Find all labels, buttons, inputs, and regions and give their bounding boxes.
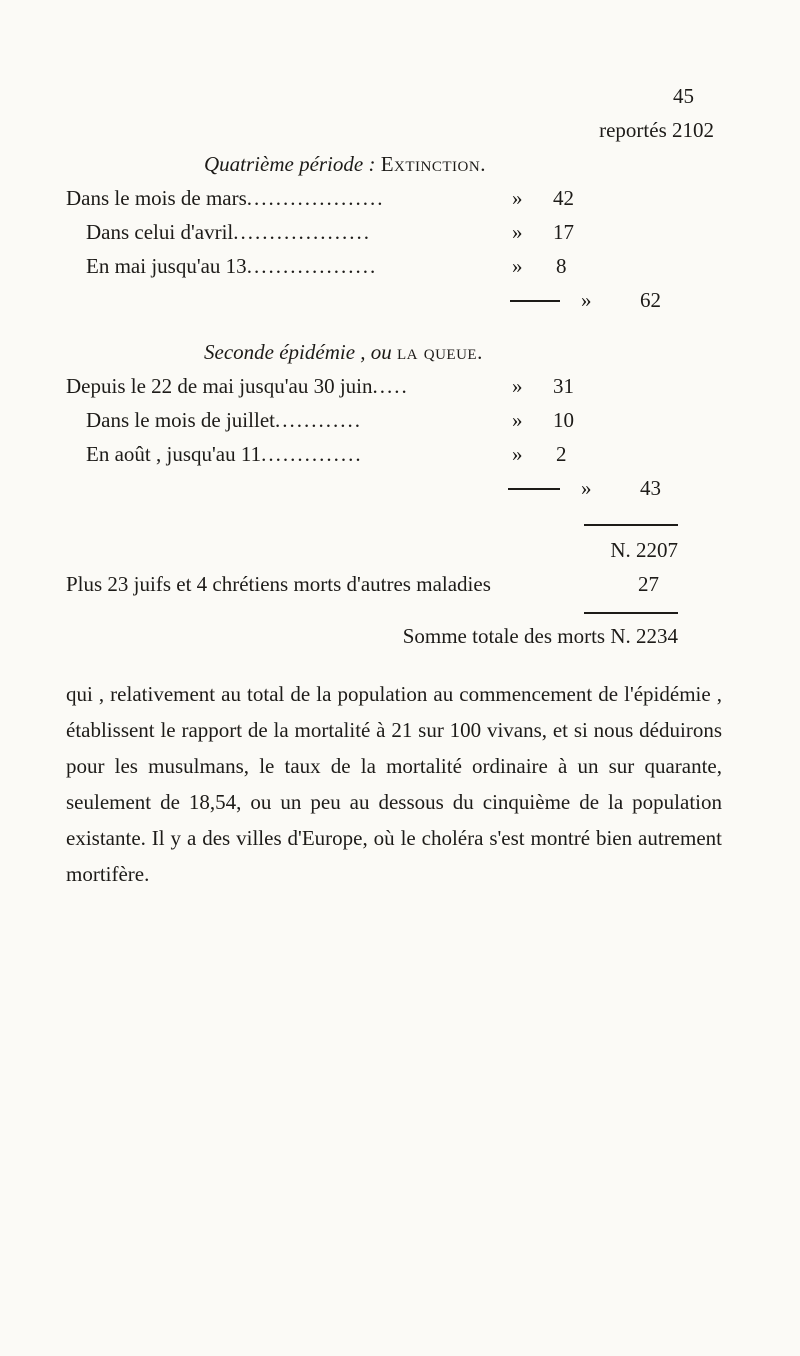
epidemic2-row-label: En août , jusqu'au 11.............. bbox=[86, 442, 363, 466]
period4-row-value: 17 bbox=[553, 220, 574, 244]
epidemic2-row-value: 10 bbox=[553, 408, 574, 432]
total-n: N. 2207 bbox=[610, 538, 678, 562]
epidemic2-subtotal-mark: » bbox=[581, 476, 592, 500]
period4-row-mark: » bbox=[512, 254, 523, 278]
epidemic2-subtotal: 43 bbox=[640, 476, 661, 500]
epidemic2-row-value: 31 bbox=[553, 374, 574, 398]
epidemic2-row-value: 2 bbox=[556, 442, 567, 466]
epidemic2-heading-title: la queue. bbox=[397, 340, 483, 364]
body-paragraph: qui , relativement au total de la population au commencement de l'épidémie , établissent le rapport de la mortalité à 21 sur 100 vivans, et si nous déduirons pour les musulmans, le taux de la mortalité ordinaire à un sur quarante, seulement de 18,54, ou un peu au dessous du cinquième de la population existante. Il y a des villes d'Europe, où le choléra s'est montré bien autrement mortifère. bbox=[66, 682, 722, 886]
period4-row-value: 8 bbox=[556, 254, 567, 278]
page-number: 45 bbox=[673, 84, 694, 108]
period4-heading bbox=[204, 152, 486, 177]
carried-label: reportés bbox=[599, 118, 667, 142]
period4-heading-title: Extinction. bbox=[380, 152, 486, 176]
carried-value: 2102 bbox=[672, 118, 714, 142]
period4-row-mark: » bbox=[512, 186, 523, 210]
epidemic2-row-mark: » bbox=[512, 408, 523, 432]
carried-forward bbox=[599, 118, 714, 143]
epidemic2-row-mark: » bbox=[512, 374, 523, 398]
other-deaths-label: Plus 23 juifs et 4 chrétiens morts d'autres maladies bbox=[66, 572, 491, 596]
epidemic2-heading-italic: Seconde épidémie , ou bbox=[204, 340, 392, 364]
epidemic2-row-mark: » bbox=[512, 442, 523, 466]
grand-total: Somme totale des morts N. 2234 bbox=[402, 624, 678, 648]
grand-total-rule bbox=[584, 612, 678, 614]
period4-subtotal: 62 bbox=[640, 288, 661, 312]
period4-row-value: 42 bbox=[553, 186, 574, 210]
period4-row-label: Dans le mois de mars................... bbox=[66, 186, 385, 210]
period4-heading-italic: Quatrième période : bbox=[204, 152, 376, 176]
period4-subtotal-mark: » bbox=[581, 288, 592, 312]
epidemic2-row-label: Depuis le 22 de mai jusqu'au 30 juin..... bbox=[66, 374, 409, 398]
other-deaths-value: 27 bbox=[638, 572, 659, 596]
subtotal-rule bbox=[508, 488, 560, 490]
period4-row-label: Dans celui d'avril................... bbox=[86, 220, 371, 244]
epidemic2-heading bbox=[204, 340, 483, 365]
epidemic2-row-label: Dans le mois de juillet............ bbox=[86, 408, 362, 432]
period4-row-mark: » bbox=[512, 220, 523, 244]
period4-row-label: En mai jusqu'au 13.................. bbox=[86, 254, 378, 278]
subtotal-rule bbox=[510, 300, 560, 302]
total-rule bbox=[584, 524, 678, 526]
